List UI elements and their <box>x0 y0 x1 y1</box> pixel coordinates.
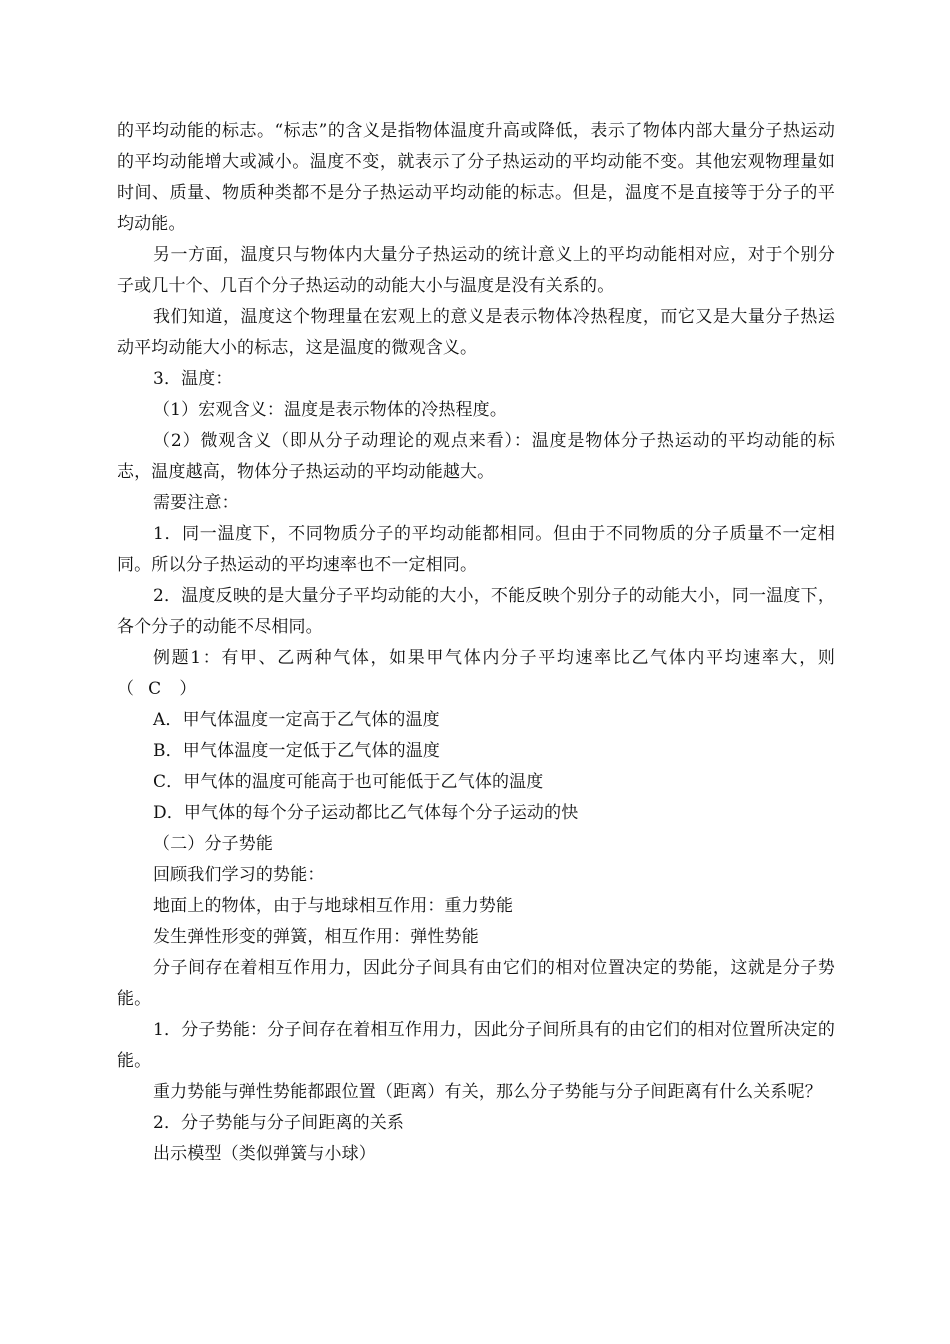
note-2: 2．温度反映的是大量分子平均动能的大小，不能反映个别分子的动能大小，同一温度下，各个分子的动能不尽相同。 <box>117 586 835 637</box>
paragraph-gravity-potential: 地面上的物体，由于与地球相互作用：重力势能 <box>153 896 514 916</box>
item-macro-meaning: （1）宏观含义：温度是表示物体的冷热程度。 <box>153 400 507 420</box>
paragraph-molecular-potential: 分子间存在着相互作用力，因此分子间具有由它们的相对位置决定的势能，这就是分子势能。 <box>117 958 835 1009</box>
example-answer: C <box>148 679 162 699</box>
item-micro-meaning: （2）微观含义（即从分子动理论的观点来看）：温度是物体分子热运动的平均动能的标志，温度越高，物体分子热运动的平均动能越大。 <box>117 431 835 482</box>
option-c: C．甲气体的温度可能高于也可能低于乙气体的温度 <box>153 772 544 792</box>
paragraph-review: 回顾我们学习的势能： <box>153 865 325 885</box>
option-b: B．甲气体温度一定低于乙气体的温度 <box>153 741 441 761</box>
example-question <box>117 643 835 705</box>
heading-temperature: 3．温度： <box>153 369 233 389</box>
heading-molecular-potential: （二）分子势能 <box>153 834 274 854</box>
document-body <box>117 116 835 1170</box>
paragraph-elastic-potential: 发生弹性形变的弹簧，相互作用：弹性势能 <box>153 927 479 947</box>
paragraph-statistical-meaning: 另一方面，温度只与物体内大量分子热运动的统计意义上的平均动能相对应，对于个别分子或几十个、几百个分子热运动的动能大小与温度是没有关系的。 <box>117 245 835 296</box>
example-question-text: 例题1：有甲、乙两种气体，如果甲气体内分子平均速率比乙气体内平均速率大，则（ <box>117 648 835 699</box>
paragraph-model: 出示模型（类似弹簧与小球） <box>153 1144 376 1164</box>
note-1: 1．同一温度下，不同物质分子的平均动能都相同。但由于不同物质的分子质量不一定相同。所以分子热运动的平均速率也不一定相同。 <box>117 524 835 575</box>
heading-notes: 需要注意： <box>153 493 239 513</box>
heading-potential-distance: 2．分子势能与分子间距离的关系 <box>153 1113 405 1133</box>
example-question-close: ） <box>179 679 197 699</box>
paragraph-micro-meaning: 我们知道，温度这个物理量在宏观上的意义是表示物体冷热程度，而它又是大量分子热运动平均动能大小的标志，这是温度的微观含义。 <box>117 307 835 358</box>
paragraph-question-distance: 重力势能与弹性势能都跟位置（距离）有关，那么分子势能与分子间距离有什么关系呢？ <box>153 1082 822 1102</box>
paragraph-temperature-meaning: 的平均动能的标志。“标志”的含义是指物体温度升高或降低，表示了物体内部大量分子热运动的平均动能增大或减小。温度不变，就表示了分子热运动的平均动能不变。其他宏观物理量如时间、质量、物质种类都不是分子热运动平均动能的标志。但是，温度不是直接等于分子的平均动能。 <box>117 121 835 234</box>
option-a: A．甲气体温度一定高于乙气体的温度 <box>153 710 440 730</box>
definition-molecular-potential: 1．分子势能：分子间存在着相互作用力，因此分子间所具有的由它们的相对位置所决定的能。 <box>117 1020 835 1071</box>
option-d: D．甲气体的每个分子运动都比乙气体每个分子运动的快 <box>153 803 579 823</box>
